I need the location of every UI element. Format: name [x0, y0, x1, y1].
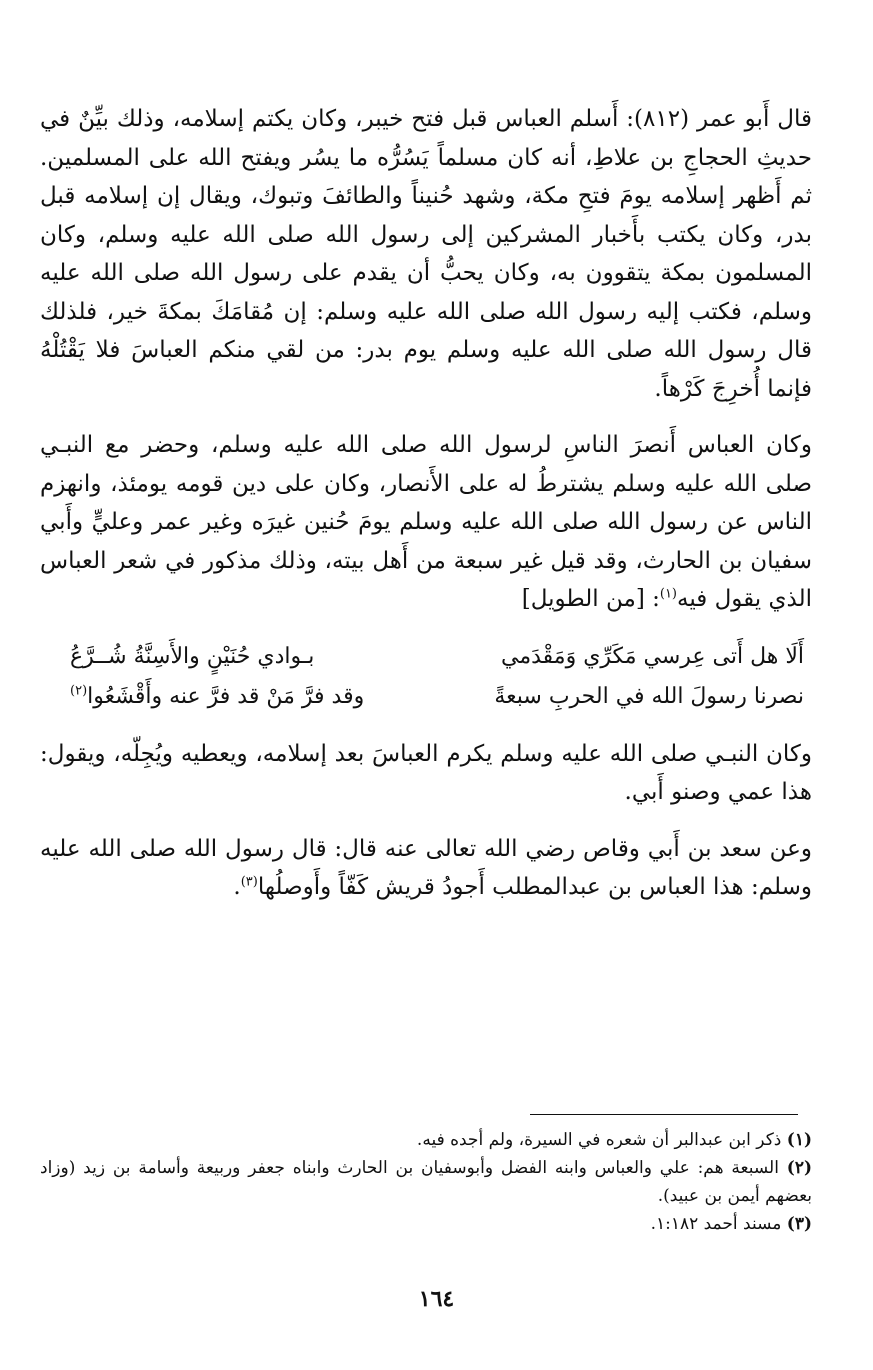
footnote-3-number: (٣) — [786, 1214, 812, 1234]
footnote-ref-3: (٣) — [240, 874, 258, 890]
paragraph-1: قال أَبو عمر (٨١٢): أَسلم العباس قبل فتح خيبر، وكان يكتم إسلامه، وذلك بيِّنٌ في حديثِ الحجاجِ بن علاطِ، أنه كان مسلماً يَسُرُّه ما يسُر ويفتح الله على المسلمين. ثم أَظهر إسلامه يومَ فتحِ مكة، وشهد حُنيناً والطائفَ وتبوك، ويقال إن إسلامه قبل بدر، وكان يكتب بأَخبار المشركين إلى رسول الله صلى الله عليه وسلم، وكان المسلمون بمكة يتقوون به، وكان يحبُّ أن يقدم على رسول الله صلى الله عليه وسلم، فكتب إليه رسول الله صلى الله عليه وسلم: إن مُقامَكَ بمكةَ خير، فلذلك قال رسول الله صلى الله عليه وسلم يوم بدر: من لقي منكم العباسَ فلا يَقْتُلْهُ فإنما أُخرِجَ كَرْهاً. — [40, 106, 812, 402]
poem — [40, 637, 812, 717]
paragraph-4-text: وعن سعد بن أَبي وقاص رضي الله تعالى عنه قال: قال رسول الله صلى الله عليه وسلم: هذا العباس بن عبدالمطلب أَجودُ قريش كَفّاً وأَوصلُها — [40, 835, 812, 900]
paragraph-3: وكان النبـي صلى الله عليه وسلم يكرم العباسَ بعد إسلامه، ويعطيه ويُجِلّه، ويقول: هذا عمي وصنو أَبي. — [40, 740, 812, 805]
footnote-1 — [40, 1126, 812, 1154]
paragraph-2-meter: : [من الطويل] — [521, 586, 660, 612]
paragraph-2 — [40, 426, 812, 619]
footnote-separator — [530, 1114, 798, 1115]
footnote-2-number: (٢) — [786, 1158, 812, 1178]
page-number: ١٦٤ — [418, 1286, 455, 1312]
footnote-1-number: (١) — [786, 1130, 812, 1150]
footnote-2 — [40, 1154, 812, 1210]
verse-2-second-text: وقد فرَّ مَنْ قد فرَّ عنه وأَقْشَعُوا — [87, 683, 365, 709]
paragraph-2-text: وكان العباس أَنصرَ الناسِ لرسول الله صلى الله عليه وسلم، وحضر مع النبـي صلى الله عليه وسلم يشترطُ له على الأَنصار، وكان على دين قومه يومئذ، وانهزم الناس عن رسول الله صلى الله عليه وسلم يومَ حُنين غيرَه وغير عمر وعليٍّ وأَبي سفيان بن الحارث، وقد قيل غير سبعة من أَهل بيته، وذلك مذكور في شعر العباس الذي يقول فيه — [40, 432, 812, 612]
footnote-ref-2: (٢) — [70, 683, 88, 699]
footnote-ref-1: (١) — [659, 586, 677, 602]
paragraph-4 — [40, 830, 812, 907]
footnote-2-text: السبعة هم: علي والعباس وابنه الفضل وأبوسفيان بن الحارث وابناه جعفر وربيعة وأسامة بن زيد (وزاد بعضهم أيمن بن عبيد). — [40, 1158, 812, 1206]
verse-2-second-hemistich — [70, 677, 408, 717]
footnote-3-text: مسند أحمد ١:١٨٢. — [650, 1214, 782, 1234]
poem-verse-2 — [40, 677, 812, 717]
page-body — [40, 100, 812, 907]
poem-verse-1 — [40, 637, 812, 677]
footnote-1-text: ذكر ابن عبدالبر أن شعره في السيرة، ولم أجده فيه. — [416, 1130, 782, 1150]
verse-1-first-hemistich: أَلَا هل أَتى عِرسي مَكَرِّي وَمَقْدَمي — [501, 643, 804, 669]
paragraph-4-end: . — [233, 874, 241, 900]
footnote-3 — [40, 1210, 812, 1238]
footnotes — [40, 1126, 812, 1238]
verse-2-first-hemistich: نصرنا رسولَ الله في الحربِ سبعةً — [494, 683, 804, 709]
verse-1-second-hemistich: بـوادي حُنَيْنٍ والأَسِنَّةُ شُــرَّعُ — [70, 643, 315, 669]
